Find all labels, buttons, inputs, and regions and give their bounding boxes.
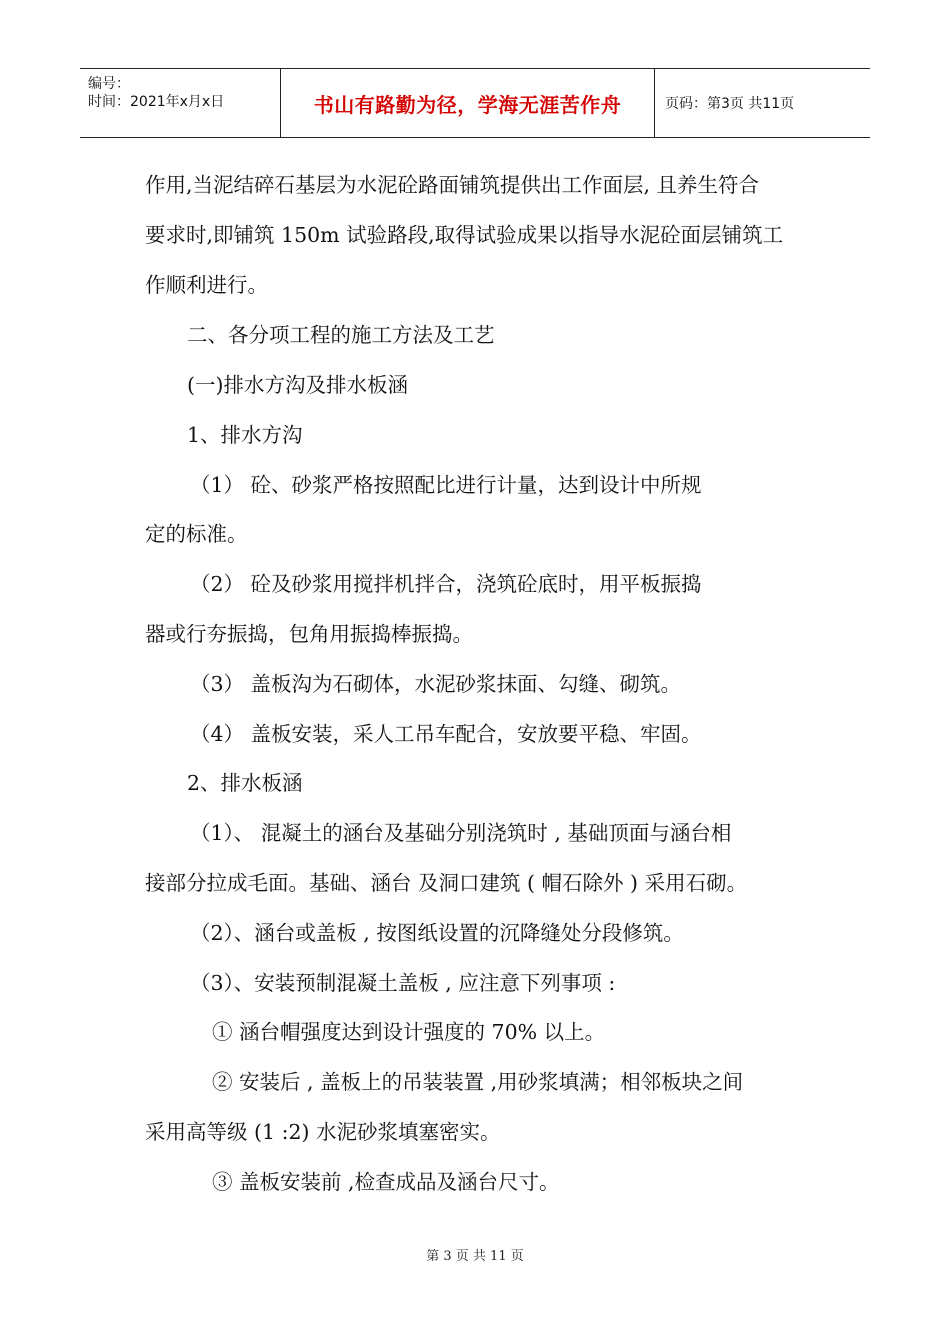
header-page-cell [655, 69, 870, 137]
body-line: （3）、安装预制混凝土盖板 , 应注意下列事项 : [190, 971, 616, 995]
body-line: 器或行夯振捣，包角用振捣棒振捣。 [145, 622, 473, 646]
body-line: 定的标准。 [145, 522, 248, 546]
body-line: （1）、 混凝土的涵台及基础分别浇筑时 , 基础顶面与涵台相 [190, 821, 732, 845]
body-line: ① 涵台帽强度达到设计强度的 70% 以上。 [212, 1020, 606, 1044]
time-label: 时间：2021年x月x日 [88, 94, 225, 110]
header-meta-cell [80, 69, 281, 137]
body-line: 作顺利进行。 [145, 273, 268, 297]
body-line: （2）、涵台或盖板 , 按图纸设置的沉降缝处分段修筑。 [190, 921, 684, 945]
body-line: （2） 砼及砂浆用搅拌机拌合，浇筑砼底时，用平板振捣 [190, 572, 702, 596]
body-line: 接部分拉成毛面。基础、涵台 及洞口建筑 ( 帽石除外 ) 采用石砌。 [145, 871, 748, 895]
body-line: （1） 砼、砂浆严格按照配比进行计量，达到设计中所规 [190, 473, 702, 497]
document-header [80, 68, 870, 138]
body-line: 作用,当泥结碎石基层为水泥砼路面铺筑提供出工作面层, 且养生符合 [145, 173, 760, 197]
header-motto-cell [281, 69, 655, 137]
body-line: ② 安装后 , 盖板上的吊装装置 ,用砂浆填满；相邻板块之间 [212, 1070, 744, 1094]
page-info: 页码：第3页 共11页 [665, 96, 795, 112]
body-line: 采用高等级 (1 :2) 水泥砂浆填塞密实。 [145, 1120, 501, 1144]
subsection-heading: (一)排水方沟及排水板涵 [187, 373, 408, 397]
body-line: 要求时,即铺筑 150m 试验路段,取得试验成果以指导水泥砼面层铺筑工 [145, 223, 784, 247]
page-footer: 第 3 页 共 11 页 [426, 1249, 524, 1264]
item-heading: 1、排水方沟 [187, 423, 303, 447]
item-heading: 2、排水板涵 [187, 771, 303, 795]
section-heading: 二、各分项工程的施工方法及工艺 [187, 323, 495, 347]
body-line: （3） 盖板沟为石砌体，水泥砂浆抹面、勾缝、砌筑。 [190, 672, 682, 696]
motto-text: 书山有路勤为径，学海无涯苦作舟 [313, 92, 622, 117]
body-line: ③ 盖板安装前 ,检查成品及涵台尺寸。 [212, 1170, 560, 1194]
number-label: 编号： [88, 76, 130, 92]
body-line: （4） 盖板安装，采人工吊车配合，安放要平稳、牢固。 [190, 722, 702, 746]
